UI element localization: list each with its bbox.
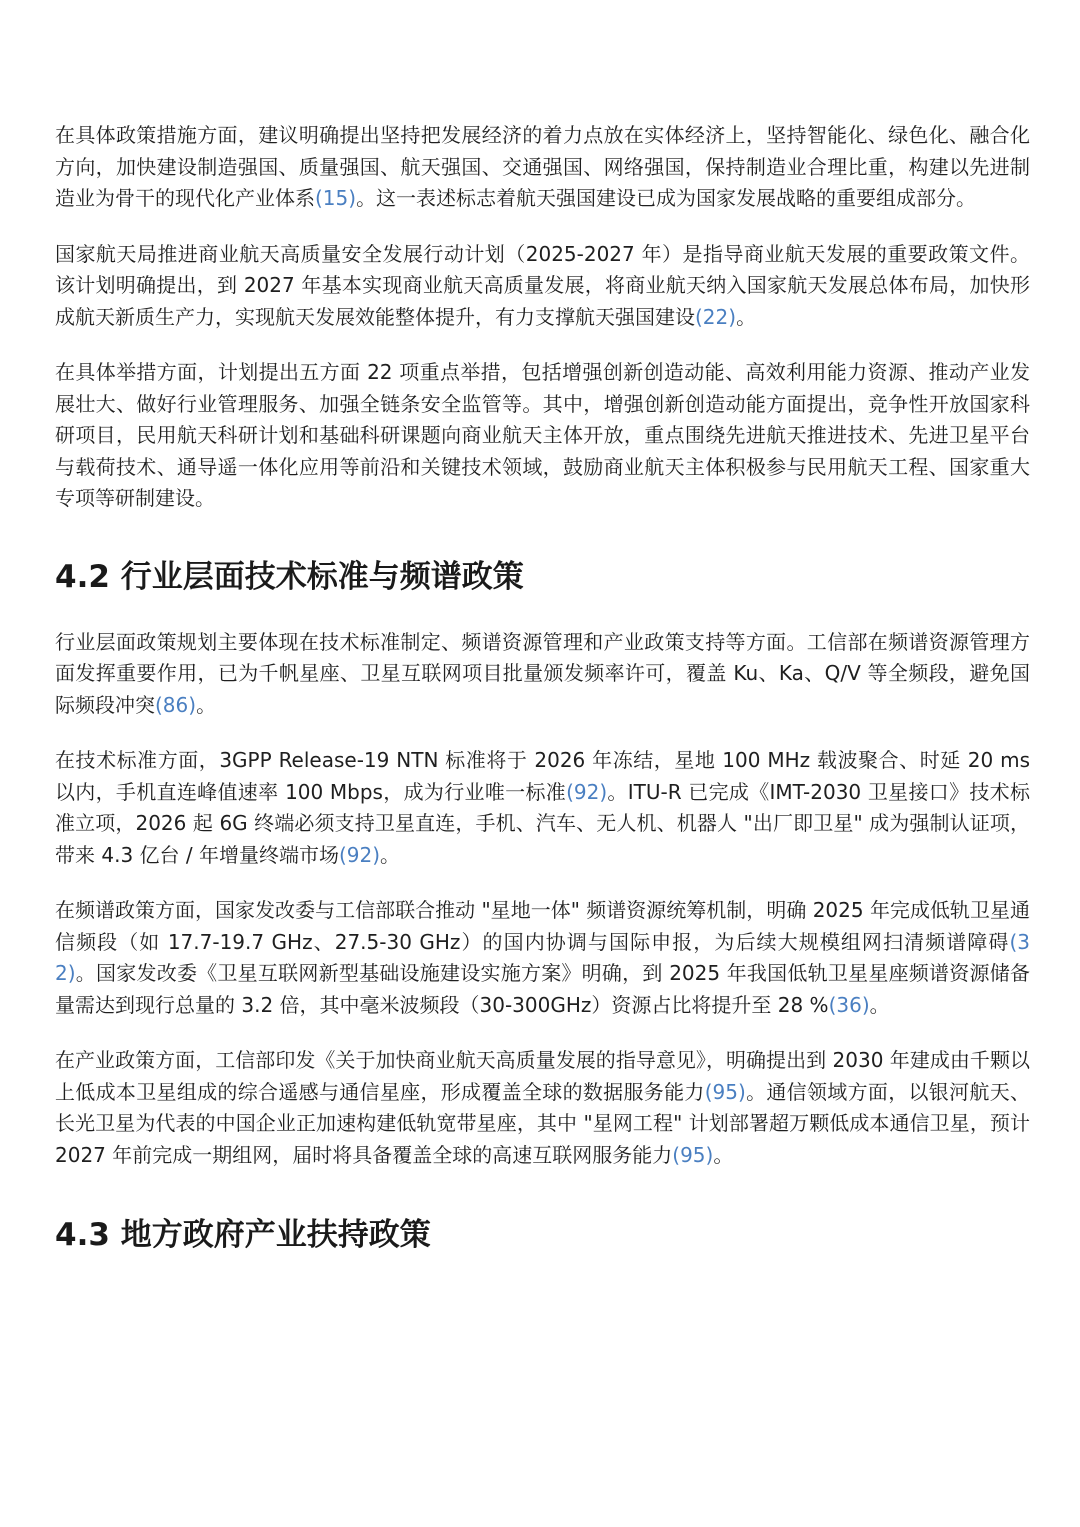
paragraph-text: 在频谱政策方面，国家发改委与工信部联合推动 "星地一体" 频谱资源统筹机制，明确 2025 年完成低轨卫星通信频段（如 17.7-19.7 GHz、27.5-30 GHz）的国内协调与国际申报，为后续大规模组网扫清频谱障碍 [55, 898, 1030, 954]
paragraph-text: 。 [380, 842, 401, 867]
paragraph-text: 在具体政策措施方面，建议明确提出坚持把发展经济的着力点放在实体经济上，坚持智能化、绿色化、融合化方向，加快建设制造强国、质量强国、航天强国、交通强国、网络强国，保持制造业合理比重，构建以先进制造业为骨干的现代化产业体系 [55, 123, 1030, 210]
paragraph-text: 。国家发改委《卫星互联网新型基础设施建设实施方案》明确，到 2025 年我国低轨卫星星座频谱资源储备量需达到现行总量的 3.2 倍，其中毫米波频段（30-300GHz）资源占比将提升至 28 % [55, 961, 1030, 1017]
paragraph-text: 在产业政策方面，工信部印发《关于加快商业航天高质量发展的指导意见》，明确提出到 2030 年建成由千颗以上低成本卫星组成的综合遥感与通信星座，形成覆盖全球的数据服务能力 [55, 1048, 1030, 1104]
citation-link[interactable]: (36) [828, 992, 870, 1017]
paragraph-text: 行业层面政策规划主要体现在技术标准制定、频谱资源管理和产业政策支持等方面。工信部在频谱资源管理方面发挥重要作用，已为千帆星座、卫星互联网项目批量颁发频率许可，覆盖 Ku、Ka、Q/V 等全频段，避免国际频段冲突 [55, 629, 1030, 717]
paragraph-specific-measures [55, 357, 1030, 515]
section-heading-4-2: 4.2 行业层面技术标准与频谱政策 [55, 558, 524, 595]
citation-link[interactable]: (15) [315, 186, 357, 210]
paragraph-text: 。ITU-R 已完成《IMT-2030 卫星接口》技术标准立项，2026 起 6G 终端必须支持卫星直连，手机、汽车、无人机、机器人 "出厂即卫星" 成为强制认证项，带来 4.3 亿台 / 年增量终端市场 [55, 779, 1030, 867]
citation-link[interactable]: (92) [566, 779, 608, 804]
paragraph-spectrum-policy [55, 895, 1030, 1021]
paragraph-industrial-policy [55, 1045, 1030, 1171]
citation-link[interactable]: (22) [695, 304, 737, 329]
paragraph-text: 。这一表述标志着航天强国建设已成为国家发展战略的重要组成部分。 [356, 186, 977, 210]
paragraph-text: 。 [869, 992, 890, 1017]
paragraph-text: 国家航天局推进商业航天高质量安全发展行动计划（2025-2027 年）是指导商业航天发展的重要政策文件。该计划明确提出，到 2027 年基本实现商业航天高质量发展，将商业航天纳入国家航天发展总体布局，加快形成航天新质生产力，实现航天发展效能整体提升，有力支撑航天强国建设 [55, 241, 1030, 329]
paragraph-technical-standards [55, 745, 1030, 871]
paragraph-industry-policy [55, 627, 1030, 722]
paragraph-text: 。通信领域方面，以银河航天、长光卫星为代表的中国企业正加速构建低轨宽带星座，其中 "星网工程" 计划部署超万颗低成本通信卫星，预计 2027 年前完成一期组网，届时将具备覆盖全球的高速互联网服务能力 [55, 1079, 1031, 1167]
paragraph-text: 。 [196, 692, 217, 717]
citation-link[interactable]: (95) [672, 1142, 714, 1167]
citation-link[interactable]: (92) [338, 842, 381, 867]
paragraph-text: 在技术标准方面，3GPP Release-19 NTN 标准将于 2026 年冻结，星地 100 MHz 载波聚合、时延 20 ms 以内，手机直连峰值速率 100 Mbps，成为行业唯一标准 [55, 748, 1030, 804]
paragraph-text: 。 [713, 1142, 734, 1167]
paragraph-text: 。 [736, 304, 757, 329]
paragraph-text: 在具体举措方面，计划提出五方面 22 项重点举措，包括增强创新创造动能、高效利用能力资源、推动产业发展壮大、做好行业管理服务、加强全链条安全监管等。其中，增强创新创造动能方面提出，竞争性开放国家科研项目，民用航天科研计划和基础科研课题向商业航天主体开放，重点围绕先进航天推进技术、先进卫星平台与载荷技术、通导遥一体化应用等前沿和关键技术领域，鼓励商业航天主体积极参与民用航天工程、国家重大专项等研制建设。 [55, 360, 1030, 510]
paragraph-policy-measures [55, 120, 1030, 215]
document-page [55, 120, 1030, 1255]
citation-link[interactable]: (95) [704, 1079, 746, 1104]
citation-link[interactable]: (32) [55, 929, 1030, 985]
paragraph-action-plan [55, 239, 1030, 334]
section-heading-4-3: 4.3 地方政府产业扶持政策 [55, 1217, 431, 1253]
citation-link[interactable]: (86) [155, 692, 197, 717]
